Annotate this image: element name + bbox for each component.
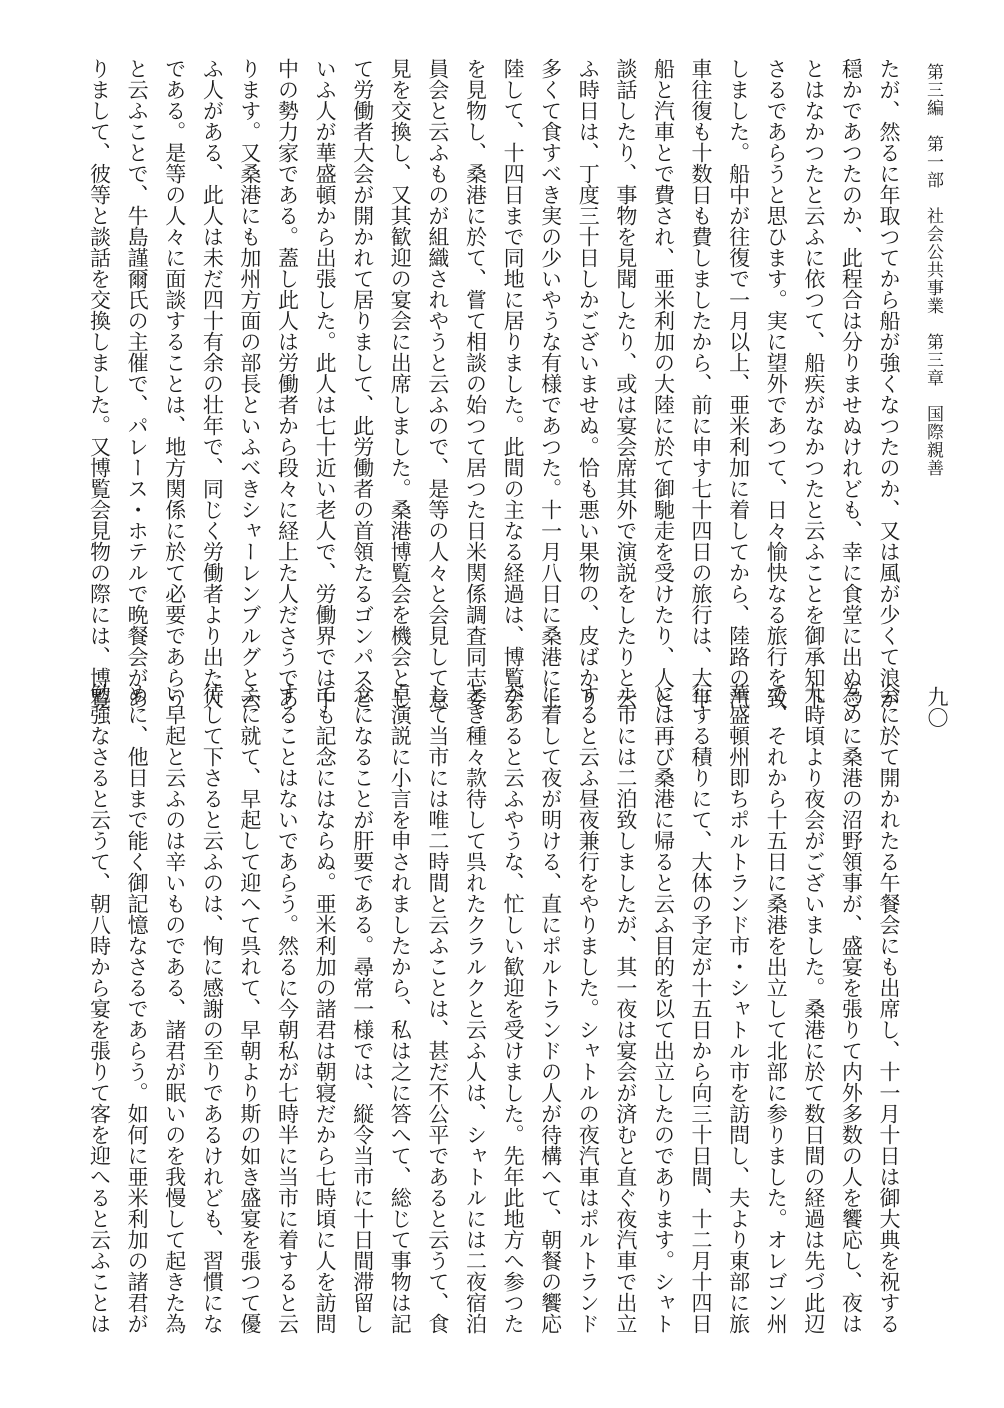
text-column: めに、他日まで能く御記憶なさるであらう。如何に亜米利加の諸君が	[125, 683, 150, 1334]
text-column: とき種々款待して呉れたクラルクと云ふ人は、シャトルには二夜宿泊	[463, 683, 488, 1334]
text-column: ても記念にはならぬ。亜米利加の諸君は朝寝だから七時頃に人を訪問	[313, 683, 338, 1334]
text-column: て労働者大会が開かれて居りまして、此労働者の首領たるゴンパスと	[350, 58, 375, 709]
text-column: があると云ふやうな、忙しい歓迎を受けました。先年此地方へ参つた	[501, 683, 526, 1334]
text-column: とはなかつたと云ふに依つて、船疾がなかつたと云ふことを御承知下	[801, 58, 826, 709]
text-column: 多くて食すべき実の少いやうな有様であつた。十一月八日に桑港に上	[538, 58, 563, 709]
text-column: 中の勢力家である。蓋し此人は労働者から段々に経上た人ださうであ	[275, 58, 300, 709]
text-column: さるであらうと思ひます。実に望外であつて、日々愉快なる旅行を致	[764, 58, 789, 709]
text-column: 車往復も十数日も費しましたから、前に申す七十四日の旅行は、大半	[689, 58, 714, 709]
text-column: 穏かであつたのか、此程合は分りませぬけれども、幸に食堂に出ぬこ	[839, 58, 864, 709]
text-column: たが、然るに年取つてから船が強くなつたのか、又は風が少くて浪が	[877, 58, 901, 709]
upper-text-block	[43, 58, 907, 709]
text-column: しました。船中が往復で一月以上、亜米利加に着してから、陸路の汽	[726, 58, 751, 709]
lower-text-block	[81, 683, 907, 1363]
text-column: 船と汽車とで費され、亜米利加の大陸に於て御馳走を受けたり、人と	[651, 58, 676, 709]
text-column: 待して下さると云ふのは、恂に感謝の至りであるけれども、習慣にな	[200, 683, 225, 1334]
text-column: 勉強なさると云うて、朝八時から宴を張りて客を迎へると云ふことは	[87, 683, 112, 1334]
text-column: 会に於て開かれたる午餐会にも出席し、十一月十日は御大典を祝する	[877, 683, 901, 1334]
text-column: に着して夜が明ける、直にポルトランドの人が待構へて、朝餐の饗応	[538, 683, 563, 1334]
text-column: して当市には唯二時間と云ふことは、甚だ不公平であると云うて、食	[425, 683, 450, 1334]
text-column: ふに就て、早起して迎へて呉れて、早朝より斯の如き盛宴を張つて優	[237, 683, 262, 1334]
text-column: 員会と云ふものが組織されやうと云ふので、是等の人々と会見して意	[425, 58, 450, 709]
page-number: 九〇	[925, 686, 949, 728]
text-column: 為めに桑港の沼野領事が、盛宴を張りて内外多数の人を饗応し、夜は	[839, 683, 864, 1334]
text-column: 談話したり、事物を見聞したり、或は宴会席其外で演説をしたりと云	[613, 58, 638, 709]
text-column: ル市には二泊致しましたが、其一夜は宴会が済むと直ぐ夜汽車で出立	[613, 683, 638, 1334]
text-column: 華盛頓州即ちポルトランド市・シャトル市を訪問し、夫より東部に旅	[726, 683, 751, 1334]
text-column: 陸して、十四日まで同地に居りました。此間の主なる経過は、博覧会	[501, 58, 526, 709]
text-column: には再び桑港に帰ると云ふ目的を以て出立したのであります。シャト	[651, 683, 676, 1334]
running-head: 第三編 第一部 社会公共事業 第三章 国際親善	[923, 63, 943, 477]
text-column: ります。又桑港にも加州方面の部長といふべきシャーレンブルグと云	[237, 58, 262, 709]
text-column: りまして、彼等と談話を交換しました。又博覧会見物の際には、博覧	[87, 58, 112, 709]
text-column: すると云ふ昼夜兼行をやりました。シャトルの夜汽車はポルトランド	[576, 683, 601, 1334]
text-column: ふ人がある、此人は未だ四十有余の壮年で、同じく労働者より出た人	[200, 58, 225, 709]
text-column: 卓演説に小言を申されましたから、私は之に答へて、総じて事物は記	[388, 683, 413, 1334]
text-column: 九時頃より夜会がございました。桑港に於て数日間の経過は先づ此辺	[801, 683, 826, 1334]
text-column: することはないであらう。然るに今朝私が七時半に当市に着すると云	[275, 683, 300, 1334]
text-column: 行する積りにて、大体の予定が十五日から向三十日間、十二月十四日	[689, 683, 714, 1334]
text-column: いふ人が華盛頓から出張した。此人は七十近い老人で、労働界では中	[313, 58, 338, 709]
text-column: ふ時日は、丁度三十日しかございませぬ。恰も悪い果物の、皮ばかり	[576, 58, 601, 709]
text-column: である。是等の人々に面談することは、地方関係に於て必要であらう	[162, 58, 187, 709]
text-column: い早起と云ふのは辛いものである、諸君が眠いのを我慢して起きた為	[162, 683, 187, 1334]
text-column: を見物し、桑港に於て、嘗て相談の始つて居つた日米関係調査同志委	[463, 58, 488, 709]
text-column: 見を交換し、又其歓迎の宴会に出席しました。桑港博覧会を機会とし	[388, 58, 413, 709]
text-column: と云ふことで、牛島謹爾氏の主催で、パレース・ホテルで晩餐会があ	[125, 58, 150, 709]
text-column: で、それから十五日に桑港を出立して北部に参りました。オレゴン州	[764, 683, 789, 1334]
text-column: 念になることが肝要である。尋常一様では、縦令当市に十日間滞留し	[350, 683, 375, 1334]
